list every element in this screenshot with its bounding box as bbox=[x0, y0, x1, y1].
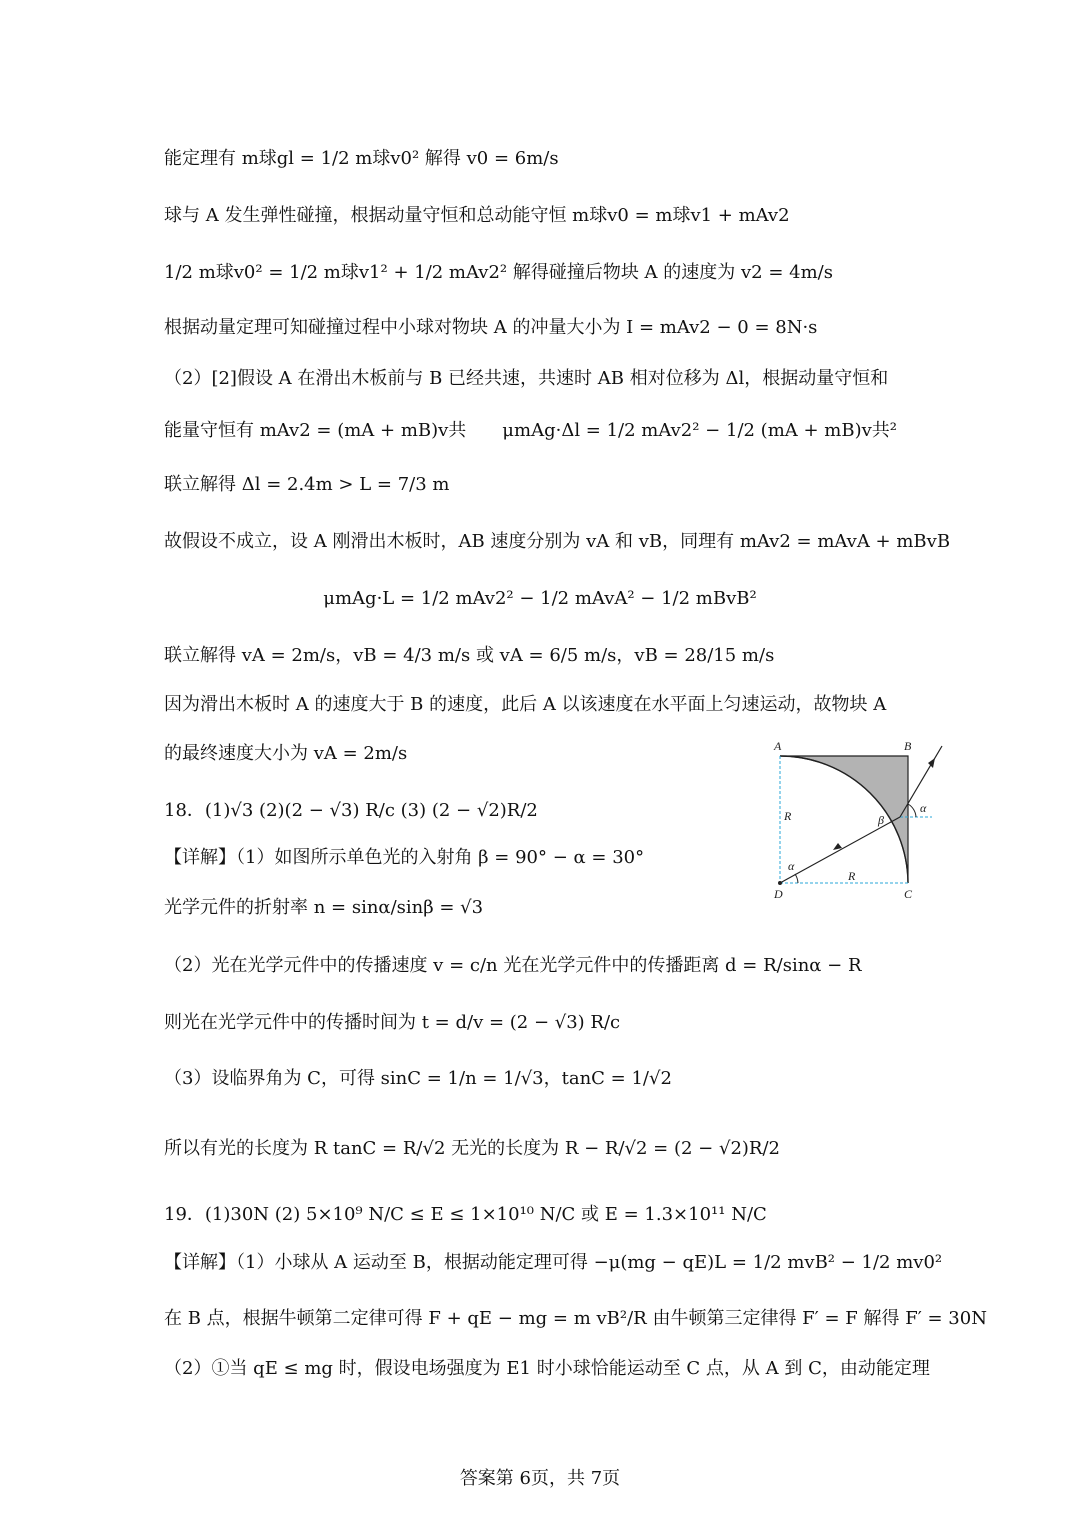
page-footer: 答案第 6页，共 7页 bbox=[459, 1468, 621, 1489]
text-line: 球与 A 发生弹性碰撞，根据动量守恒和总动能守恒 m球v0 = m球v1 + mAv2 bbox=[164, 205, 790, 226]
label-alpha-right: α bbox=[920, 801, 927, 815]
optics-diagram bbox=[770, 738, 950, 906]
text-line: 【详解】（1）小球从 A 运动至 B，根据动能定理可得 −μ(mg − qE)L = 1/2 mvB² − 1/2 mv0² bbox=[164, 1252, 943, 1273]
point-D bbox=[778, 881, 782, 885]
text-line: 联立解得 Δl = 2.4m > L = 7/3 m bbox=[164, 474, 450, 495]
text-line: （2）[2]假设 A 在滑出木板前与 B 已经共速，共速时 AB 相对位移为 Δl，根据动量守恒和 bbox=[164, 368, 889, 389]
label-alpha-bottom: α bbox=[788, 859, 795, 873]
text-line: 则光在光学元件中的传播时间为 t = d/v = (2 − √3) R/c bbox=[164, 1012, 621, 1033]
text-line: 联立解得 vA = 2m/s，vB = 4/3 m/s 或 vA = 6/5 m/s，vB = 28/15 m/s bbox=[164, 645, 775, 666]
text-line: 能定理有 m球gl = 1/2 m球v0² 解得 v0 = 6m/s bbox=[164, 148, 559, 169]
text-line: （2）①当 qE ≤ mg 时，假设电场强度为 E1 时小球恰能运动至 C 点，从 A 到 C，由动能定理 bbox=[164, 1358, 930, 1379]
text-line: 所以有光的长度为 R tanC = R/√2 无光的长度为 R − R/√2 = (2 − √2)R/2 bbox=[164, 1138, 780, 1159]
text-line: 因为滑出木板时 A 的速度大于 B 的速度，此后 A 以该速度在水平面上匀速运动，故物块 A bbox=[164, 694, 887, 715]
text-line: 光学元件的折射率 n = sinα/sinβ = √3 bbox=[164, 897, 484, 918]
text-line: 1/2 m球v0² = 1/2 m球v1² + 1/2 mAv2² 解得碰撞后物块 A 的速度为 v2 = 4m/s bbox=[164, 262, 833, 283]
text-line: 能量守恒有 mAv2 = (mA + mB)v共 μmAg·Δl = 1/2 mAv2² − 1/2 (mA + mB)v共² bbox=[164, 420, 897, 441]
text-line: 在 B 点，根据牛顿第二定律可得 F + qE − mg = m vB²/R 由牛顿第三定律得 F′ = F 解得 F′ = 30N bbox=[164, 1308, 987, 1329]
equation-centered: μmAg·L = 1/2 mAv2² − 1/2 mAvA² − 1/2 mBvB² bbox=[323, 588, 757, 609]
answer-19: 19．(1)30N (2) 5×10⁹ N/C ≤ E ≤ 1×10¹⁰ N/C 或 E = 1.3×10¹¹ N/C bbox=[164, 1204, 767, 1225]
text-line: （2）光在光学元件中的传播速度 v = c/n 光在光学元件中的传播距离 d = R/sinα − R bbox=[164, 955, 862, 976]
shaded-region bbox=[780, 756, 908, 883]
label-R-vertical: R bbox=[784, 809, 792, 823]
angle-arc-alpha-right bbox=[908, 804, 916, 817]
text-line: （3）设临界角为 C，可得 sinC = 1/n = 1/√3，tanC = 1/√2 bbox=[164, 1068, 672, 1089]
answer-18: 18．(1)√3 (2)(2 − √3) R/c (3) (2 − √2)R/2 bbox=[164, 800, 538, 821]
ray-arrow-inside bbox=[833, 843, 842, 850]
ray-arrow-outside bbox=[928, 758, 935, 768]
label-B: B bbox=[904, 739, 912, 753]
text-line: 故假设不成立，设 A 刚滑出木板时，AB 速度分别为 vA 和 vB，同理有 mAv2 = mAvA + mBvB bbox=[164, 531, 951, 552]
label-C: C bbox=[904, 887, 913, 901]
angle-arc-alpha-bottom bbox=[795, 874, 798, 883]
text-line: 【详解】（1）如图所示单色光的入射角 β = 90° − α = 30° bbox=[164, 847, 645, 868]
label-D: D bbox=[774, 887, 783, 901]
label-R-horizontal: R bbox=[848, 869, 856, 883]
label-A: A bbox=[774, 739, 782, 753]
label-beta: β bbox=[878, 813, 884, 827]
text-line: 根据动量定理可知碰撞过程中小球对物块 A 的冲量大小为 I = mAv2 − 0 = 8N·s bbox=[164, 317, 818, 338]
text-line: 的最终速度大小为 vA = 2m/s bbox=[164, 743, 408, 764]
